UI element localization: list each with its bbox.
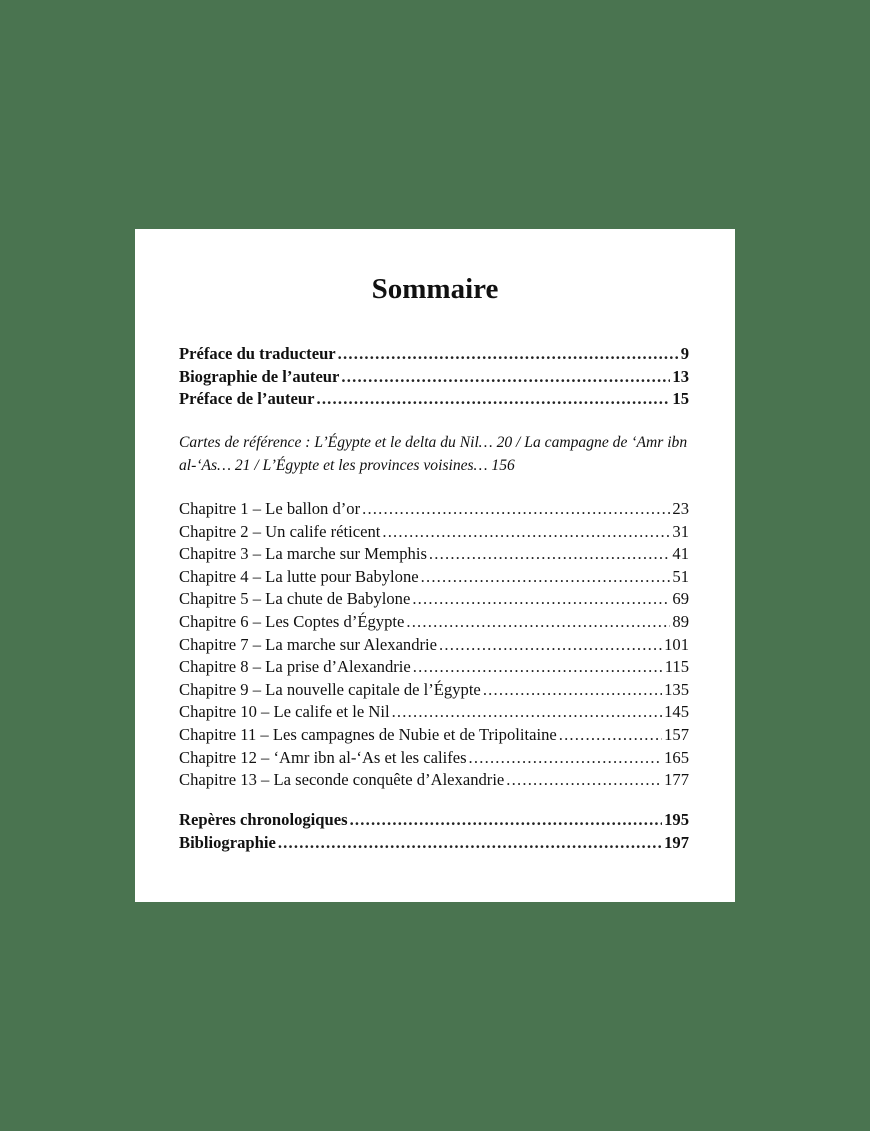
toc-entry-label: Préface de l’auteur [179, 389, 315, 409]
toc-entry-page: 195 [664, 810, 689, 829]
dot-leader [362, 498, 670, 521]
dot-leader [439, 634, 662, 657]
toc-entry-page: 31 [672, 521, 689, 541]
toc-entry-label: Chapitre 2 – Un calife réticent [179, 521, 381, 541]
toc-entry[interactable] [179, 521, 689, 544]
document-page [135, 229, 735, 902]
toc-entry-label: Chapitre 6 – Les Coptes d’Égypte [179, 611, 405, 631]
toc-entry-page: 15 [672, 389, 689, 409]
toc-entry[interactable] [179, 809, 689, 832]
toc-entry-page: 165 [664, 747, 689, 767]
toc-entry-page: 23 [672, 499, 689, 518]
dot-leader [483, 679, 662, 702]
dot-leader [338, 343, 679, 366]
toc-entry-page: 101 [664, 634, 689, 654]
toc-entry-label: Repères chronologiques [179, 810, 348, 829]
toc-entry-label: Biographie de l’auteur [179, 366, 340, 386]
toc-entry[interactable] [179, 769, 689, 792]
toc-entry-label: Chapitre 9 – La nouvelle capitale de l’Égypte [179, 679, 481, 699]
dot-leader [341, 366, 670, 389]
chapters-list [179, 498, 689, 792]
toc-entry-label: Chapitre 7 – La marche sur Alexandrie [179, 634, 438, 654]
toc-entry-label: Chapitre 12 – ‘Amr ibn al-‘As et les califes [179, 747, 467, 767]
toc-entry[interactable] [179, 724, 689, 747]
toc-entry[interactable] [179, 701, 689, 724]
toc-entry[interactable] [179, 656, 689, 679]
dot-leader [278, 832, 662, 855]
dot-leader [421, 566, 671, 589]
dot-leader [406, 611, 670, 634]
toc-entry-page: 41 [672, 544, 689, 564]
toc-entry-page: 177 [664, 770, 689, 790]
toc-entry[interactable] [179, 747, 689, 770]
toc-entry[interactable] [179, 679, 689, 702]
toc-entry-label: Préface du traducteur [179, 344, 336, 363]
toc-entry[interactable] [179, 566, 689, 589]
maps-note: Cartes de référence : L’Égypte et le delta du Nil… 20 / La campagne de ‘Amr ibn al-‘As… 21 / L’Égypte et les provinces voisines… 156 [179, 434, 688, 474]
toc-entry-label: Bibliographie [179, 832, 276, 852]
toc-entry[interactable] [179, 543, 689, 566]
toc-entry-page: 135 [664, 679, 689, 699]
toc-entry-page: 145 [664, 702, 689, 722]
dot-leader [559, 724, 662, 747]
toc-entry-page: 157 [664, 724, 689, 744]
dot-leader [413, 656, 663, 679]
dot-leader [316, 388, 670, 411]
toc-entry-label: Chapitre 8 – La prise d’Alexandrie [179, 657, 411, 677]
toc-entry[interactable] [179, 366, 689, 389]
front-matter-list [179, 343, 689, 411]
toc-entry[interactable] [179, 588, 689, 611]
toc-entry-label: Chapitre 11 – Les campagnes de Nubie et de Tripolitaine [179, 724, 557, 744]
toc-entry-page: 197 [664, 832, 689, 852]
toc-entry-label: Chapitre 3 – La marche sur Memphis [179, 544, 427, 564]
toc-entry-page: 51 [672, 566, 689, 586]
dot-leader [469, 747, 663, 770]
dot-leader [429, 543, 670, 566]
dot-leader [412, 588, 670, 611]
toc-entry-page: 13 [672, 366, 689, 386]
dot-leader [382, 521, 670, 544]
dot-leader [506, 769, 662, 792]
toc-entry[interactable] [179, 388, 689, 411]
toc-entry[interactable] [179, 832, 689, 855]
dot-leader [350, 809, 663, 832]
toc-entry-label: Chapitre 5 – La chute de Babylone [179, 589, 411, 609]
dot-leader [392, 701, 663, 724]
toc-entry-page: 9 [680, 344, 689, 363]
toc-entry-page: 115 [664, 657, 689, 677]
toc-entry[interactable] [179, 634, 689, 657]
toc-entry-label: Chapitre 1 – Le ballon d’or [179, 499, 361, 518]
toc-entry-page: 89 [672, 611, 689, 631]
toc-entry[interactable] [179, 343, 689, 366]
back-matter-list [179, 809, 689, 854]
page-title: Sommaire [371, 273, 499, 305]
toc-entry-label: Chapitre 4 – La lutte pour Babylone [179, 566, 419, 586]
toc-entry[interactable] [179, 498, 689, 521]
toc-entry-page: 69 [672, 589, 689, 609]
toc-entry-label: Chapitre 13 – La seconde conquête d’Alexandrie [179, 770, 505, 790]
toc-entry[interactable] [179, 611, 689, 634]
toc-entry-label: Chapitre 10 – Le calife et le Nil [179, 702, 390, 722]
